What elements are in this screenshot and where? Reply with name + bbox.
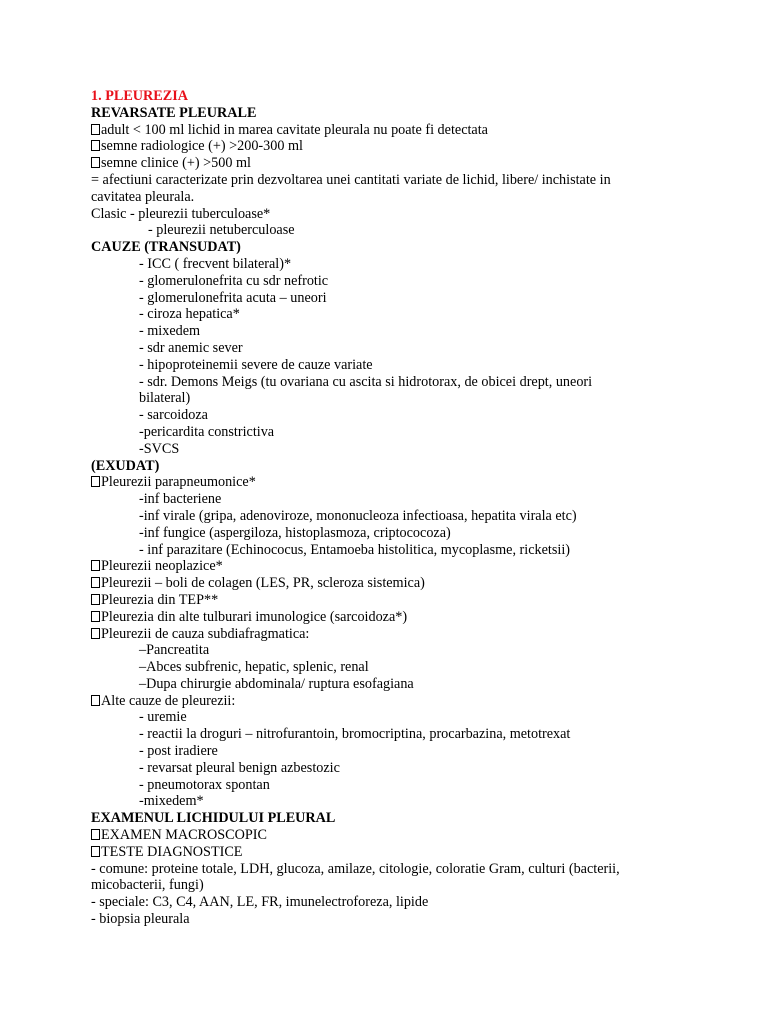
bullet-box-icon [91,124,100,135]
bullet-text: Pleurezii de cauza subdiafragmatica: [101,625,310,642]
list-item: –Dupa chirurgie abdominala/ ruptura esofagiana [139,675,414,692]
section-heading-revarsate: REVARSATE PLEURALE [91,104,257,121]
bullet-item [91,827,691,844]
bullet-text: TESTE DIAGNOSTICE [101,843,243,860]
list-item: - glomerulonefrita acuta – uneori [139,289,327,306]
list-item: –Abces subfrenic, hepatic, splenic, renal [139,659,369,676]
document-title: 1. PLEUREZIA [91,88,188,104]
bullet-item [91,575,691,592]
comune-line: micobacterii, fungi) [91,877,204,894]
bullet-text: EXAMEN MACROSCOPIC [101,827,267,844]
list-item: –Pancreatita [139,642,210,659]
bullet-item [91,844,691,861]
list-item: - post iradiere [139,743,218,760]
bullet-text: Pleurezii – boli de colagen (LES, PR, scleroza sistemica) [101,575,425,592]
section-heading-transudat: CAUZE (TRANSUDAT) [91,239,241,256]
bullet-box-icon [91,846,100,857]
list-item: -SVCS [139,440,180,457]
list-item: - sdr anemic sever [139,339,243,356]
speciale-line: - speciale: C3, C4, AAN, LE, FR, imunelectroforeza, lipide [91,894,429,911]
bullet-box-icon [91,577,100,588]
bullet-box-icon [91,611,100,622]
bullet-item [91,138,691,155]
bullet-text: Pleurezia din TEP** [101,591,219,608]
list-item: - revarsat pleural benign azbestozic [139,759,340,776]
bullet-text: Pleurezia din alte tulburari imunologice (sarcoidoza*) [101,608,408,625]
bullet-item [91,626,691,643]
list-item: - inf parazitare (Echinococus, Entamoeba histolitica, mycoplasme, ricketsii) [139,541,570,558]
document-page [91,88,691,928]
list-item: - ciroza hepatica* [139,306,240,323]
list-item: - glomerulonefrita cu sdr nefrotic [139,272,329,289]
bullet-box-icon [91,695,100,706]
section-heading-examen: EXAMENUL LICHIDULUI PLEURAL [91,810,336,827]
list-item: - reactii la droguri – nitrofurantoin, bromocriptina, procarbazina, metotrexat [139,726,571,743]
bullet-item [91,609,691,626]
list-item: - hipoproteinemii severe de cauze variate [139,356,373,373]
biopsia-line: - biopsia pleurala [91,911,190,928]
list-item: - ICC ( frecvent bilateral)* [139,255,292,272]
list-item-continuation: bilateral) [139,390,191,407]
bullet-box-icon [91,476,100,487]
bullet-box-icon [91,157,100,168]
list-item: -pericardita constrictiva [139,423,275,440]
bullet-box-icon [91,560,100,571]
bullet-text: Pleurezii parapneumonice* [101,474,256,491]
clasic-line: Clasic - pleurezii tuberculoase* [91,205,271,222]
clasic-line: - pleurezii netuberculoase [148,222,295,239]
bullet-item [91,122,691,139]
list-item: -inf fungice (aspergiloza, histoplasmoza, criptococoza) [139,524,451,541]
list-item: - sarcoidoza [139,407,208,424]
bullet-box-icon [91,594,100,605]
bullet-box-icon [91,628,100,639]
bullet-item [91,558,691,575]
list-item: -mixedem* [139,793,204,810]
bullet-text: Alte cauze de pleurezii: [101,692,236,709]
bullet-item [91,155,691,172]
list-item: - mixedem [139,323,201,340]
definition-line: = afectiuni caracterizate prin dezvoltarea unei cantitati variate de lichid, libere/ inchistate in [91,171,611,188]
list-item: - pneumotorax spontan [139,776,270,793]
bullet-text: adult < 100 ml lichid in marea cavitate pleurala nu poate fi detectata [101,121,488,138]
list-item: - sdr. Demons Meigs (tu ovariana cu ascita si hidrotorax, de obicei drept, uneori [139,373,593,390]
comune-line: - comune: proteine totale, LDH, glucoza, amilaze, citologie, coloratie Gram, culturi (bacterii, [91,860,620,877]
bullet-text: semne clinice (+) >500 ml [101,155,251,172]
bullet-item [91,592,691,609]
bullet-box-icon [91,140,100,151]
bullet-text: Pleurezii neoplazice* [101,558,223,575]
bullet-box-icon [91,829,100,840]
section-heading-exudat: (EXUDAT) [91,457,160,474]
bullet-item [91,474,691,491]
list-item: - uremie [139,709,187,726]
bullet-text: semne radiologice (+) >200-300 ml [101,138,303,155]
bullet-item [91,693,691,710]
definition-line: cavitatea pleurala. [91,188,195,205]
list-item: -inf virale (gripa, adenoviroze, mononucleoza infectioasa, hepatita virala etc) [139,507,577,524]
list-item: -inf bacteriene [139,491,222,508]
